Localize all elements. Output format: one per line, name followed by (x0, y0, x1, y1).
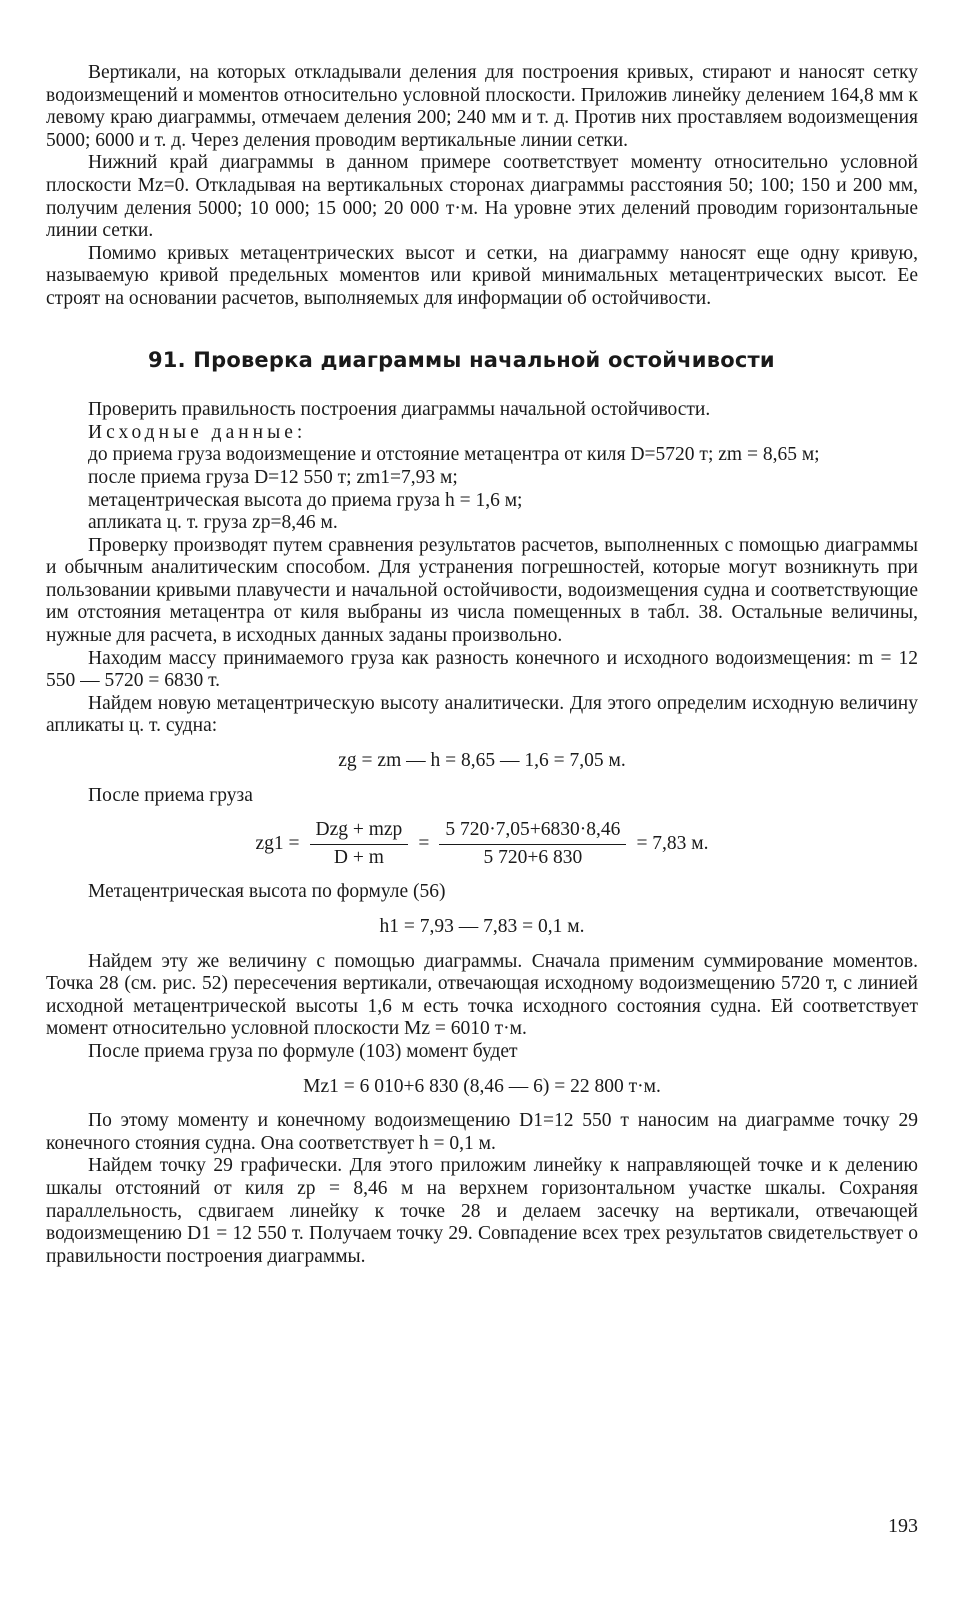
paragraph-diagram-method: Найдем эту же величину с помощью диаграммы. Сначала применим суммирование моментов. Точка 28 (см. рис. 52) пересечения вертикали, отвечающая исходному водоизмещению 5720 т, с линией исходной метацентрической высоты 1,6 м есть точка исходного состояния судна. Ей соответствует момент относительно условной плоскости Mz = 6010 т·м. (46, 950, 918, 1040)
paragraph-grid-verticals: Вертикали, на которых откладывали деления для построения кривых, стирают и наносят сетку водоизмещений и моментов относительно условной плоскости. Приложив линейку делением 164,8 мм к левому краю диаграммы, отмечаем деления 200; 240 мм и т. д. Против них проставляем водоизмещения 5000; 6000 и т. д. Через деления проводим вертикальные линии сетки. (46, 62, 918, 151)
paragraph-metacentric-formula: Метацентрическая высота по формуле (56) (88, 881, 446, 903)
fraction-symbolic-numerator: Dzg + mzp (310, 819, 409, 845)
paragraph-moment-formula: После приема груза по формуле (103) момент будет (88, 1040, 518, 1062)
formula-zg1-lhs: zg1 = (255, 833, 300, 855)
formula-zg1 (46, 819, 918, 869)
fraction-numeric (439, 819, 626, 869)
fraction-symbolic-denominator: D + m (333, 846, 384, 868)
given-item-4: апликата ц. т. груза zp=8,46 м. (88, 512, 338, 534)
paragraph-analytic: Найдем новую метацентрическую высоту аналитически. Для этого определим исходную величину апликаты ц. т. судна: (46, 692, 918, 737)
fraction-numeric-denominator: 5 720+6 830 (483, 846, 583, 868)
formula-zg1-result: = 7,83 м. (636, 833, 709, 855)
given-item-2: после приема груза D=12 550 т; zm1=7,93 м; (88, 466, 458, 488)
paragraph-graphic-method: Найдем точку 29 графически. Для этого приложим линейку к направляющей точке и к делению шкалы отстояний от киля zp = 8,46 м на верхнем горизонтальном участке шкалы. Сохраняя параллельность, сдвигаем линейку к точке 28 и делаем засечку на вертикали, отвечающей водоизмещению D1 = 12 550 т. Получаем точку 29. Совпадение всех трех результатов свидетельствует о правильности построения диаграммы. (46, 1155, 918, 1267)
paragraph-limit-curve: Помимо кривых метацентрических высот и сетки, на диаграмму наносят еще одну кривую, называемую кривой предельных моментов или кривой минимальных метацентрических высот. Ее строят на основании расчетов, выполняемых для информации об остойчивости. (46, 242, 918, 309)
formula-h1: h1 = 7,93 — 7,83 = 0,1 м. (379, 916, 585, 937)
paragraph-cargo-mass: Находим массу принимаемого груза как разность конечного и исходного водоизмещения: m = 12 550 — 5720 = 6830 т. (46, 647, 918, 692)
equals-sign: = (418, 833, 430, 855)
paragraph-lower-edge: Нижний край диаграммы в данном примере соответствует моменту относительно условной плоскости Mz=0. Откладывая на вертикальных сторонах диаграммы расстояния 50; 100; 150 и 200 мм, получим деления 5000; 10 000; 15 000; 20 000 т·м. На уровне этих делений проводим горизонтальные линии сетки. (46, 152, 918, 242)
fraction-symbolic (310, 819, 409, 869)
paragraph-method: Проверку производят путем сравнения результатов расчетов, выполненных с помощью диаграммы и обычным аналитическим способом. Для устранения погрешностей, которые могут возникнуть при пользовании кривыми плавучести и начальной остойчивости, водоизмещения судна и соответствующие им отстояния метацентра от киля выбраны из числа помещенных в табл. 38. Остальные величины, нужные для расчета, в исходных данных заданы произвольно. (46, 534, 918, 647)
given-item-3: метацентрическая высота до приема груза h = 1,6 м; (88, 489, 523, 511)
task-statement: Проверить правильность построения диаграммы начальной остойчивости. (88, 399, 711, 421)
given-item-1: до приема груза водоизмещение и отстояние метацентра от киля D=5720 т; zm = 8,65 м; (88, 444, 820, 466)
paragraph-point-29: По этому моменту и конечному водоизмещению D1=12 550 т наносим на диаграмме точку 29 конечного стояния судна. Она соответствует h = 0,1 м. (46, 1110, 918, 1154)
page-number: 193 (888, 1515, 918, 1538)
given-label: Исходные данные: (88, 421, 307, 443)
paragraph-after-loading: После приема груза (88, 784, 253, 806)
section-heading: 91. Проверка диаграммы начальной остойчивости (148, 347, 775, 372)
formula-zg: zg = zm — h = 8,65 — 1,6 = 7,05 м. (338, 750, 626, 772)
fraction-numeric-numerator: 5 720·7,05+6830·8,46 (439, 819, 626, 845)
formula-mz1: Mz1 = 6 010+6 830 (8,46 — 6) = 22 800 т·м. (303, 1075, 661, 1097)
